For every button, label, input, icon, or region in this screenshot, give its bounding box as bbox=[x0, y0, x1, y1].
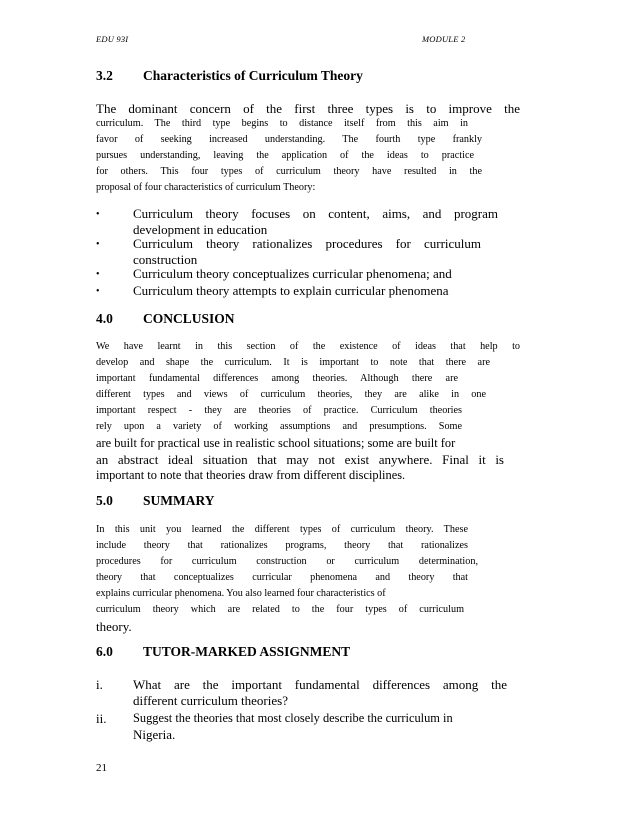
section-title: SUMMARY bbox=[143, 493, 215, 508]
assignment-numeral: ii. bbox=[96, 711, 107, 726]
assignment-line-continued: Nigeria. bbox=[133, 727, 176, 742]
paragraph-line: favor of seeking increased understanding. The fourth type frankly bbox=[96, 134, 482, 145]
section-number: 6.0 bbox=[96, 644, 113, 659]
section-number: 5.0 bbox=[96, 493, 113, 508]
paragraph-line: are built for practical use in realistic school situations; some are built for bbox=[96, 436, 456, 450]
assignment-numeral: i. bbox=[96, 677, 103, 692]
paragraph-line: curriculum. The third type begins to distance itself from this aim in bbox=[96, 118, 468, 129]
section-title: TUTOR-MARKED ASSIGNMENT bbox=[143, 644, 351, 659]
bullet-line-continued: development in education bbox=[133, 222, 268, 237]
section-title: Characteristics of Curriculum Theory bbox=[143, 68, 363, 83]
section-heading-5-0 bbox=[96, 493, 215, 509]
section-number: 3.2 bbox=[96, 68, 113, 83]
assignment-line: Suggest the theories that most closely describe the curriculum in bbox=[133, 711, 453, 725]
paragraph-line: develop and shape the curriculum. It is important to note that there are bbox=[96, 357, 490, 368]
bullet-icon: • bbox=[96, 239, 100, 250]
section-heading-6-0 bbox=[96, 644, 350, 660]
bullet-line-continued: construction bbox=[133, 252, 198, 267]
assignment-line-continued: different curriculum theories? bbox=[133, 693, 288, 708]
paragraph-line: important respect - they are theories of practice. Curriculum theories bbox=[96, 405, 462, 416]
bullet-icon: • bbox=[96, 209, 100, 220]
paragraph-line: important to note that theories draw from different disciplines. bbox=[96, 468, 406, 482]
paragraph-line: The dominant concern of the first three types is to improve the bbox=[96, 101, 520, 116]
paragraph-line: proposal of four characteristics of curriculum Theory: bbox=[96, 182, 316, 193]
bullet-line: Curriculum theory conceptualizes curricular phenomena; and bbox=[133, 266, 452, 281]
section-title: CONCLUSION bbox=[143, 311, 235, 326]
paragraph-line: rely upon a variety of working assumptions and presumptions. Some bbox=[96, 421, 462, 432]
bullet-line: Curriculum theory focuses on content, aims, and program bbox=[133, 206, 498, 221]
paragraph-line: explains curricular phenomena. You also learned four characteristics of bbox=[96, 588, 386, 599]
paragraph-line: procedures for curriculum construction or curriculum determination, bbox=[96, 556, 478, 567]
paragraph-line: include theory that rationalizes programs, theory that rationalizes bbox=[96, 540, 468, 551]
section-heading-3-2 bbox=[96, 68, 363, 84]
paragraph-line: We have learnt in this section of the existence of ideas that help to bbox=[96, 341, 520, 352]
assignment-line: What are the important fundamental differences among the bbox=[133, 677, 507, 692]
bullet-line: Curriculum theory rationalizes procedures for curriculum bbox=[133, 236, 481, 251]
bullet-icon: • bbox=[96, 286, 100, 297]
bullet-line: Curriculum theory attempts to explain curricular phenomena bbox=[133, 283, 449, 298]
header-module: MODULE 2 bbox=[422, 34, 466, 44]
paragraph-line: different types and views of curriculum theories, they are alike in one bbox=[96, 389, 486, 400]
paragraph-line: important fundamental differences among theories. Although there are bbox=[96, 373, 458, 384]
paragraph-line: theory. bbox=[96, 619, 132, 634]
paragraph-line: theory that conceptualizes curricular phenomena and theory that bbox=[96, 572, 468, 583]
paragraph-line: an abstract ideal situation that may not exist anywhere. Final it is bbox=[96, 452, 504, 467]
page-number: 21 bbox=[96, 762, 107, 774]
section-heading-4-0 bbox=[96, 311, 235, 327]
paragraph-line: pursues understanding, leaving the application of the ideas to practice bbox=[96, 150, 474, 161]
paragraph-line: curriculum theory which are related to the four types of curriculum bbox=[96, 604, 464, 615]
bullet-icon: • bbox=[96, 269, 100, 280]
paragraph-line: In this unit you learned the different types of curriculum theory. These bbox=[96, 524, 468, 535]
header-course-code: EDU 93I bbox=[96, 34, 129, 44]
section-number: 4.0 bbox=[96, 311, 113, 326]
paragraph-line: for others. This four types of curriculum theory have resulted in the bbox=[96, 166, 482, 177]
